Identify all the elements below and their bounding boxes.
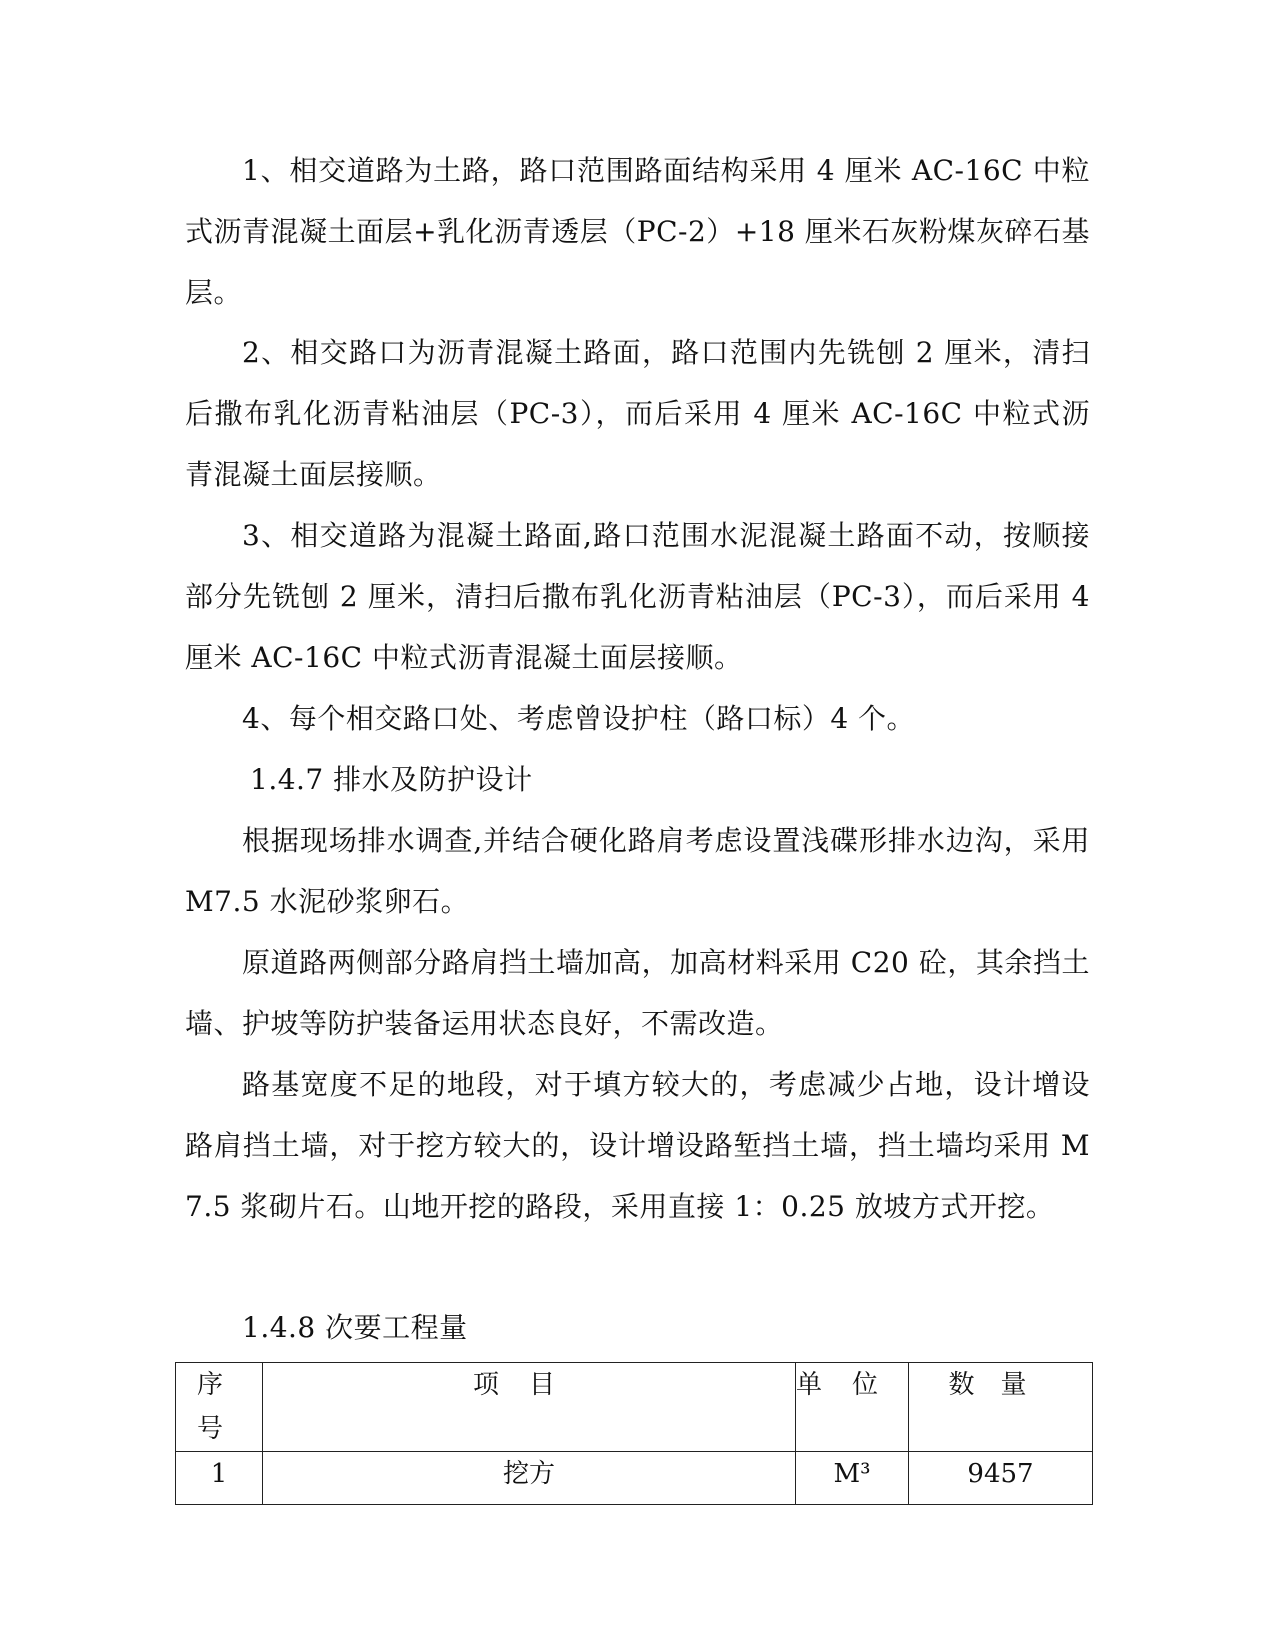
paragraph-intersection-asphalt-road: 2、相交路口为沥青混凝土路面，路口范围内先铣刨 2 厘米，清扫后撒布乳化沥青粘油层（PC-3），而后采用 4 厘米 AC-16C 中粒式沥青混凝土面层接顺。 (185, 336, 1090, 491)
header-qty: 数量 (909, 1363, 1093, 1452)
cell-item: 挖方 (263, 1452, 796, 1505)
quantities-table (175, 1362, 1093, 1505)
paragraph-retaining-wall-raise: 原道路两侧部分路肩挡土墙加高，加高材料采用 C20 砼，其余挡土墙、护坡等防护装备运用状态良好，不需改造。 (185, 946, 1090, 1040)
section-heading-drainage: 1.4.7 排水及防护设计 (250, 763, 533, 796)
table-row (176, 1452, 1093, 1505)
header-item: 项目 (263, 1363, 796, 1452)
paragraph-subgrade-width: 路基宽度不足的地段，对于填方较大的，考虑减少占地，设计增设路肩挡土墙，对于挖方较大的，设计增设路堑挡土墙，挡土墙均采用 M7.5 浆砌片石。山地开挖的路段，采用直接 1：0.25 放坡方式开挖。 (185, 1068, 1090, 1223)
header-seq: 序号 (176, 1363, 263, 1452)
cell-unit: M³ (796, 1452, 909, 1505)
cell-seq: 1 (176, 1452, 263, 1505)
paragraph-drainage-ditch: 根据现场排水调查,并结合硬化路肩考虑设置浅碟形排水边沟，采用 M7.5 水泥砂浆卵石。 (185, 824, 1090, 918)
paragraph-intersection-dirt-road: 1、相交道路为土路，路口范围路面结构采用 4 厘米 AC-16C 中粒式沥青混凝土面层+乳化沥青透层（PC-2）+18 厘米石灰粉煤灰碎石基层。 (185, 154, 1090, 309)
section-heading-secondary-quantities: 1.4.8 次要工程量 (242, 1311, 468, 1344)
table-header-row (176, 1363, 1093, 1452)
header-unit: 单位 (796, 1363, 909, 1452)
paragraph-intersection-posts: 4、每个相交路口处、考虑曾设护柱（路口标）4 个。 (242, 702, 916, 735)
cell-qty: 9457 (909, 1452, 1093, 1505)
paragraph-intersection-concrete-road: 3、相交道路为混凝土路面,路口范围水泥混凝土路面不动，按顺接部分先铣刨 2 厘米，清扫后撒布乳化沥青粘油层（PC-3），而后采用 4 厘米 AC-16C 中粒式沥青混凝土面层接顺。 (185, 519, 1090, 674)
